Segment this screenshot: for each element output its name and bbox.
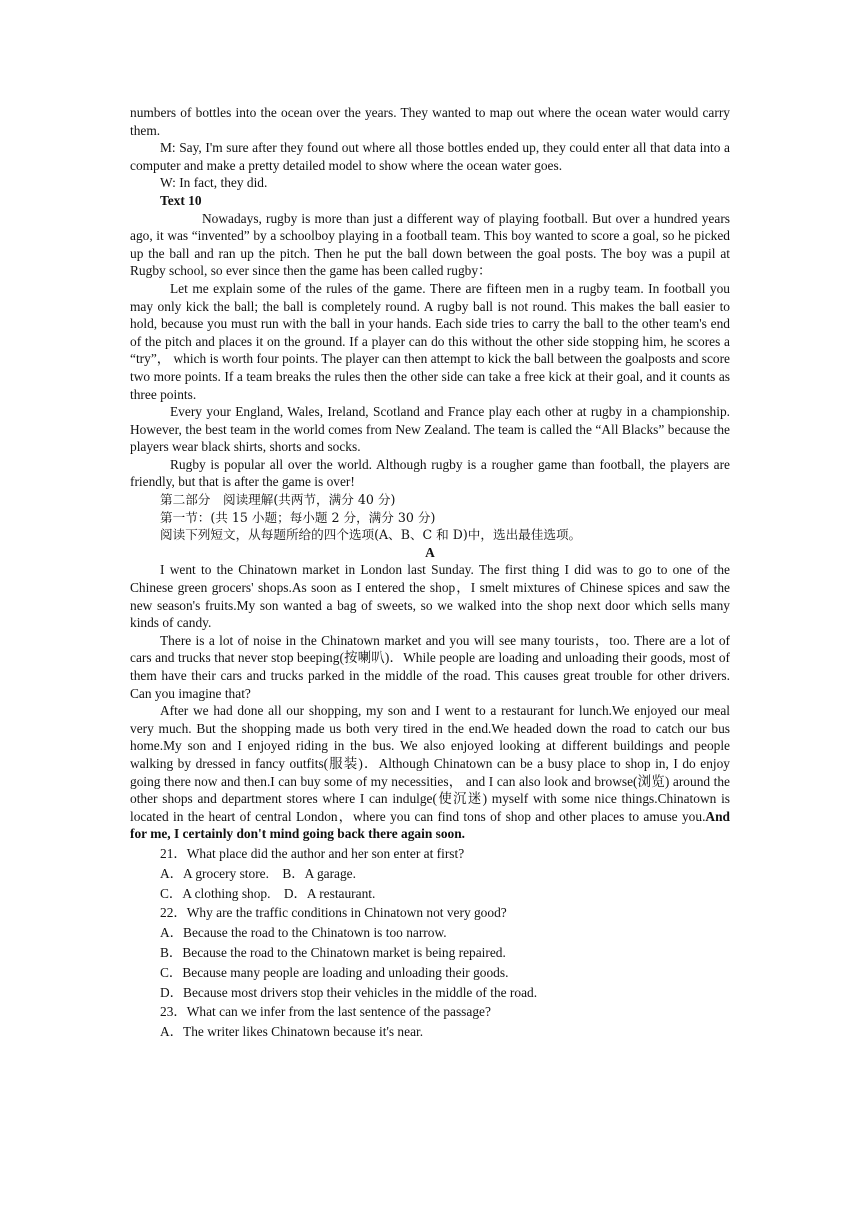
passage-paragraph: I went to the Chinatown market in London last Sunday. The first thing I did was to go to one of the Chinese green grocers' shops.As soon as I entered the shop，I smelt mixtures of Chinese spices and saw the new season's fruits.My son wanted a bag of sweets, so we walked into the shop next door which sells many kinds of candy. <box>130 562 730 631</box>
part-heading: 第二部分 阅读理解(共两节，满分 40 分) <box>160 492 396 508</box>
listening-paragraph: numbers of bottles into the ocean over the years. They wanted to map out where the ocean water would carry them. <box>130 105 730 138</box>
question-stem: 22．Why are the traffic conditions in Chinatown not very good? <box>160 905 507 921</box>
question-stem: 21．What place did the author and her son enter at first? <box>160 846 465 862</box>
passage-title: A <box>425 544 435 560</box>
question-option: B．Because the road to the Chinatown market is being repaired. <box>160 945 506 961</box>
question-option: C．Because many people are loading and unloading their goods. <box>160 964 509 980</box>
text10-paragraph: Let me explain some of the rules of the game. There are fifteen men in a rugby team. In football you may only kick the ball; the ball is completely round. A rugby ball is not round. This makes the ball easier to hold, because you must run with the ball in your hands. Each side tries to carry the ball to the other team's end of the pitch and places it on the ground. If a player can do this without the other side stopping him, he scores a “try”， which is worth four points. The player can then attempt to kick the ball between the goalposts and score two more points. If a team breaks the rules then the other side can take a free kick at their goal, and it counts as three points. <box>130 280 730 402</box>
dialogue-line-woman: W: In fact, they did. <box>160 175 268 191</box>
text10-paragraph: Rugby is popular all over the world. Although rugby is a rougher game than football, the players are friendly, but that is after the game is over! <box>130 456 730 490</box>
instruction-text: 阅读下列短文，从每题所给的四个选项(A、B、C 和 D)中，选出最佳选项。 <box>160 527 582 543</box>
passage-text: After we had done all our shopping, my son and I went to a restaurant for lunch.We enjoyed our meal very much. But the shopping made us both very tired in the end.We headed down the road to catch our bus home.My son and I enjoyed riding in the bus. We also enjoyed looking at different buildings and people walking by dressed in fancy outfits(服装)．Although Chinatown can be a busy place to shop in, I do enjoy going there now and then.I can buy some of my necessities， and I can also look and browse(浏览) around the other shops and department stores where I can indulge(使沉迷) myself with some nice things.Chinatown is located in the heart of central London，where you can find tons of shop and other places to amuse you. <box>130 703 730 824</box>
passage-paragraph <box>130 702 730 843</box>
passage-bold-sentence: And for me, I certainly don't mind going back there again soon. <box>130 808 730 842</box>
question-option: A．Because the road to the Chinatown is too narrow. <box>160 925 447 941</box>
text10-label: Text 10 <box>160 192 202 208</box>
text10-paragraph: Every your England, Wales, Ireland, Scotland and France play each other at rugby in a championship. However, the best team in the world comes from New Zealand. The team is called the “All Blacks” because the players wear black shirts, shorts and socks. <box>130 404 730 455</box>
question-options: A．A grocery store. B．A garage. <box>160 865 356 881</box>
dialogue-line-man: M: Say, I'm sure after they found out where all those bottles ended up, they could enter all that data into a computer and make a pretty detailed model to show where the ocean water goes. <box>130 140 730 173</box>
question-option: D．Because most drivers stop their vehicles in the middle of the road. <box>160 984 538 1000</box>
section-heading: 第一节：(共 15 小题；每小题 2 分，满分 30 分) <box>160 509 436 525</box>
passage-paragraph: There is a lot of noise in the Chinatown market and you will see many tourists，too. There are a lot of cars and trucks that never stop beeping(按喇叭)．While people are loading and unloading their goods, most of them have their cars and trucks parked in the middle of the road. This causes great trouble for other drivers. Can you imagine that? <box>130 632 730 701</box>
document-page <box>130 104 730 1041</box>
question-options: C．A clothing shop. D．A restaurant. <box>160 885 376 901</box>
question-stem: 23．What can we infer from the last sentence of the passage? <box>160 1004 491 1020</box>
text10-paragraph: Nowadays, rugby is more than just a different way of playing football. But over a hundred years ago, it was “invented” by a schoolboy playing in a football team. This boy wanted to score a goal, so he picked up the ball and ran up the pitch. Then he put the ball down between the goal posts. The boy was a pupil at Rugby school, so ever since then the game has been called rugby： <box>130 210 730 279</box>
question-option: A．The writer likes Chinatown because it's near. <box>160 1024 424 1040</box>
